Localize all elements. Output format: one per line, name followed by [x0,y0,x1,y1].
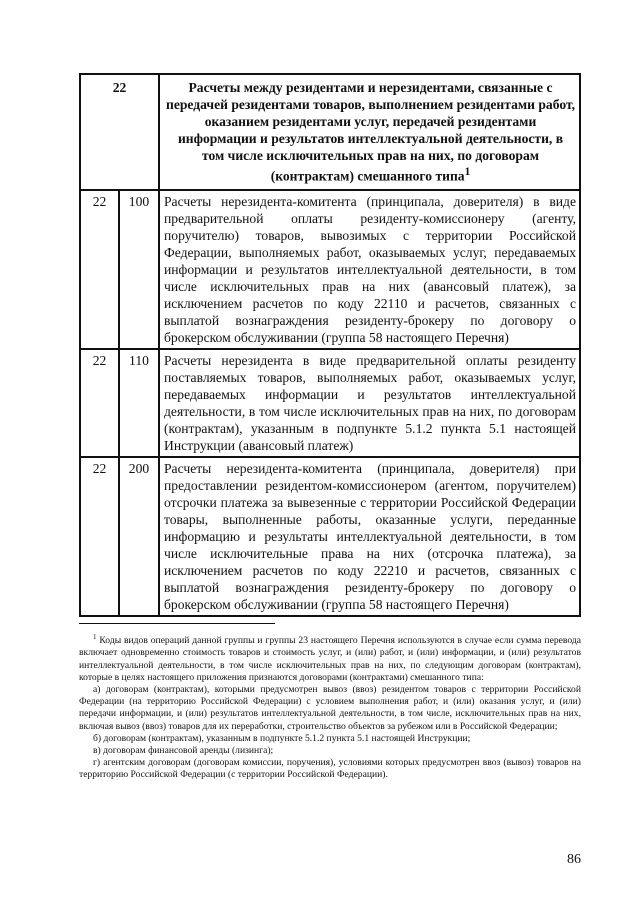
page-number: 86 [567,852,581,867]
group-code: 22 [80,74,159,190]
row-group-code: 22 [80,457,119,616]
row-group-code: 22 [80,190,119,349]
group-title: Расчеты между резидентами и нерезидентами, связанные с передачей резидентами товаров, выполнением резидентами работ, оказанием резидентами услуг, передачей резидентами информации и результатов интеллектуальной деятельности, в том числе исключительных прав на них, по договорам (контрактам) смешанного типа [166,80,576,184]
table-row [80,349,580,457]
footnote-divider [79,623,275,624]
footnote-item: а) договорам (контрактам), которыми предусмотрен вывоз (ввоз) резидентом товаров с территории Российской Федерации (на территорию Российской Федерации) с условием выполнения работ, и (или) оказания услуг, и (или) передачи информации, и (или) результатов интеллектуальной деятельности, в том числе, исключительных прав на них, включая вывоз (ввоз) товаров для их переработки, строительство объектов за рубежом или в Российской Федерации; [79,684,581,732]
row-description: Расчеты нерезидента-комитента (принципала, доверителя) при предоставлении резидентом-комиссионером (агентом, поручителем) отсрочки платежа за вывезенные с территории Российской Федерации товары, выполненные работы, оказанные услуги, переданные информацию и результаты интеллектуальной деятельности, в том числе исключительные права на них (отсрочка платежа), за исключением расчетов по коду 22210 и расчетов, связанных с выплатой вознаграждения резиденту-брокеру по договору о брокерском обслуживании (группа 58 настоящего Перечня) [159,457,580,616]
footnote-marker: 1 [93,633,97,641]
table-row [80,190,580,349]
row-description: Расчеты нерезидента в виде предварительной оплаты резиденту поставляемых товаров, выполняемых работ, оказываемых услуг, передаваемых информации и результатов интеллектуальной деятельности, в том числе исключительных прав на них, по договорам (контрактам), указанным в подпункте 5.1.2 пункта 5.1 настоящей Инструкции (авансовый платеж) [159,349,580,457]
footnotes [79,631,581,782]
row-operation-code: 200 [119,457,159,616]
footnote-item: г) агентским договорам (договорам комиссии, поручения), условиями которых предусмотрен ввоз (вывоз) товаров на территорию Российской Федерации (с территории Российской Федерации). [79,757,581,781]
footnote-item: в) договорам финансовой аренды (лизинга); [93,745,274,757]
operations-table [79,73,581,617]
row-description: Расчеты нерезидента-комитента (принципала, доверителя) в виде предварительной оплаты резиденту-комиссионеру (агенту, поручителю) товаров, вывозимых с территории Российской Федерации, выполняемых работ, оказываемых услуг, передаваемых информации и результатов интеллектуальной деятельности, в том числе исключительных прав на них (авансовый платеж), за исключением расчетов по коду 22110 и расчетов, связанных с выплатой вознаграждения резиденту-брокеру по договору о брокерском обслуживании (группа 58 настоящего Перечня) [159,190,580,349]
footnote-item: б) договорам (контрактам), указанным в подпункте 5.1.2 пункта 5.1 настоящей Инструкции; [93,732,471,744]
group-header-row [80,74,580,190]
footnote-intro-text: Коды видов операций данной группы и группы 23 настоящего Перечня используются в случае если сумма перевода включает одновременно стоимость товаров и стоимость услуг, и (или) работ, и (или) информации, и (или) результатов интеллектуальной деятельности, в том числе исключительных прав на них, по следующим договорам (контрактам), которые в целях настоящего приложения признаются договорами (контрактами) смешанного типа: [79,635,582,683]
row-operation-code: 100 [119,190,159,349]
group-title-cell [159,74,580,190]
row-group-code: 22 [80,349,119,457]
row-operation-code: 110 [119,349,159,457]
footnote-intro [79,631,581,684]
footnote-ref: 1 [464,166,471,178]
table-row [80,457,580,616]
